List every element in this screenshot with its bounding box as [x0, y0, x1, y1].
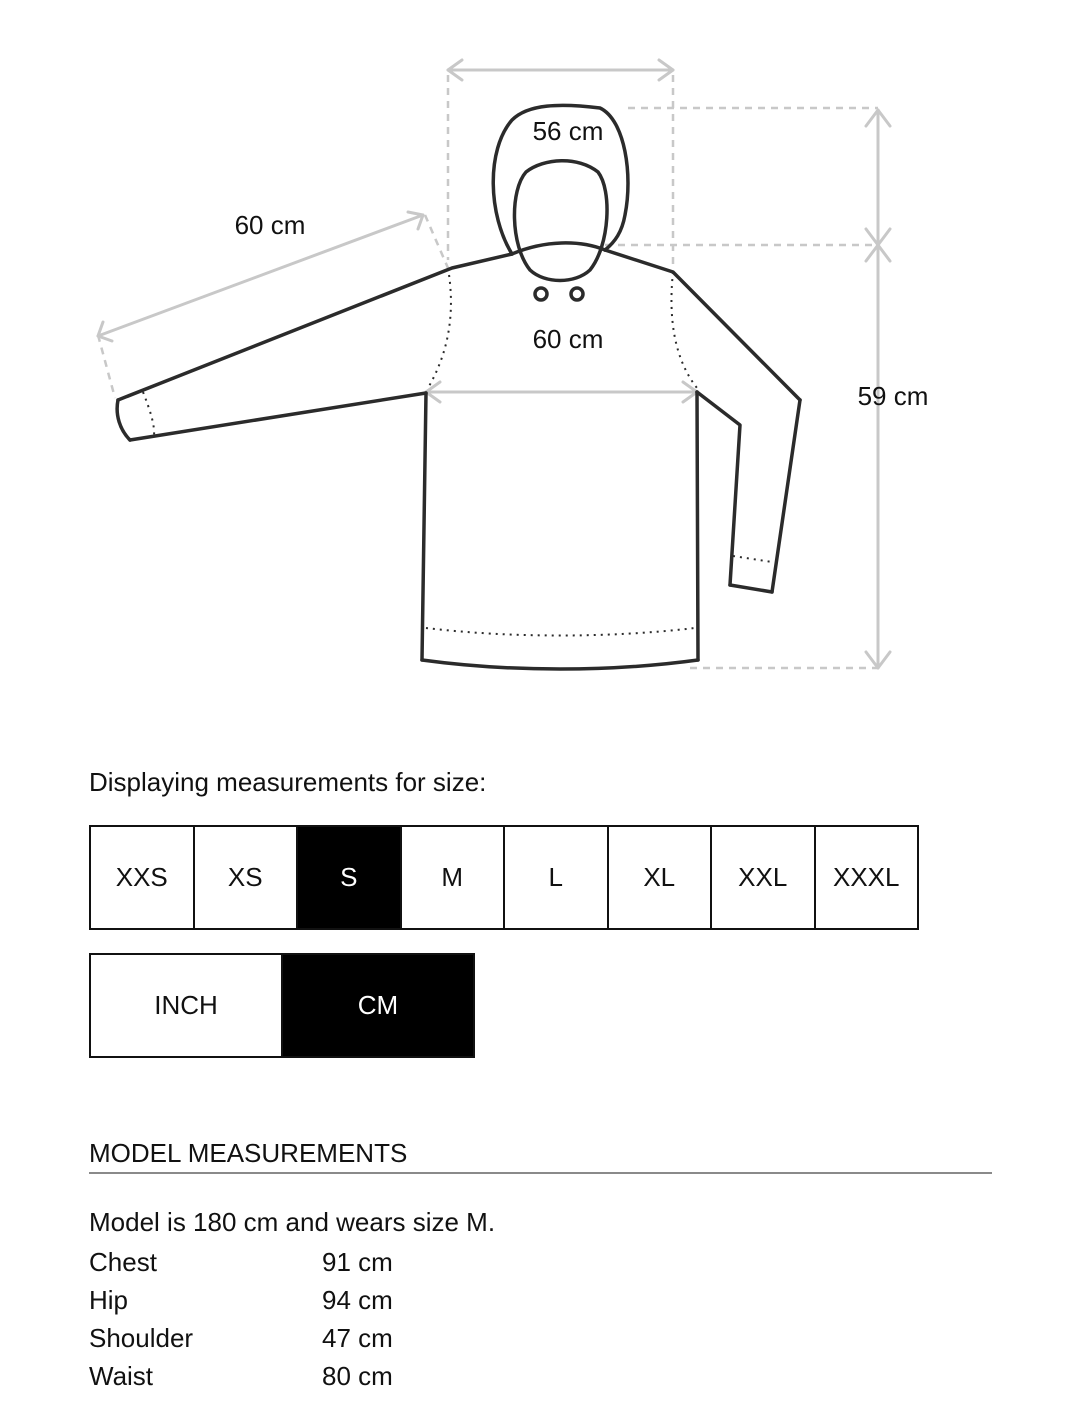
size-option-m[interactable]: M [402, 827, 506, 928]
size-option-xxs[interactable]: XXS [91, 827, 195, 928]
model-row-waist [89, 1357, 589, 1395]
model-summary: Model is 180 cm and wears size M. [89, 1207, 496, 1237]
size-option-xxxl[interactable]: XXXL [816, 827, 918, 928]
model-row-shoulder [89, 1319, 589, 1357]
hoodie-outline [117, 105, 800, 669]
measurement-label: Shoulder [89, 1322, 194, 1353]
measurement-value: 80 cm [322, 1360, 393, 1391]
model-measurements-heading: MODEL MEASUREMENTS [89, 1138, 408, 1168]
measurement-label: Waist [89, 1360, 154, 1391]
size-option-l[interactable]: L [505, 827, 609, 928]
size-selector [89, 825, 919, 930]
unit-option-inch[interactable]: INCH [91, 955, 283, 1056]
model-row-chest [89, 1243, 589, 1281]
unit-option-cm[interactable]: CM [283, 955, 473, 1056]
size-option-xs[interactable]: XS [195, 827, 299, 928]
dimension-arrows [98, 60, 890, 668]
size-option-s[interactable]: S [298, 827, 402, 928]
sleeve-length-label: 60 cm [234, 210, 306, 240]
hood-width-label: 56 cm [532, 116, 604, 146]
body-length-label: 59 cm [857, 381, 929, 411]
measurement-label: Hip [89, 1284, 129, 1315]
size-option-xxl[interactable]: XXL [712, 827, 816, 928]
unit-selector [89, 953, 475, 1058]
measurement-value: 47 cm [322, 1322, 393, 1353]
size-prompt: Displaying measurements for size: [89, 767, 487, 797]
size-option-xl[interactable]: XL [609, 827, 713, 928]
measurement-label: Chest [89, 1246, 157, 1277]
measurement-value: 91 cm [322, 1246, 393, 1277]
chest-width-label: 60 cm [532, 324, 604, 354]
seam-stitching [143, 268, 772, 636]
dimension-guides [98, 75, 878, 668]
model-measurements-table [89, 1243, 589, 1395]
measurement-value: 94 cm [322, 1284, 393, 1315]
model-row-hip [89, 1281, 589, 1319]
section-divider [89, 1172, 992, 1174]
